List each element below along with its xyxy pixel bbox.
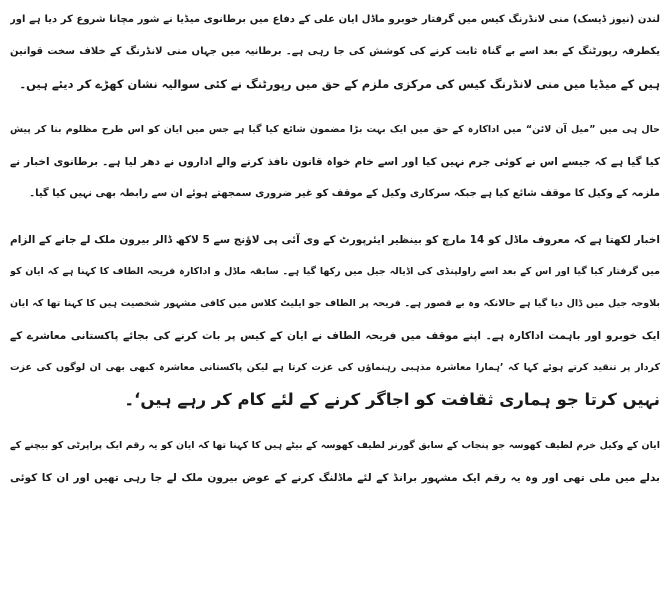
paragraph-line: کردار پر تنقید کرتے ہوئے کہا کہ ’ہمارا معاشرہ مذہبی رہنماؤں کی عزت کرتا ہے لیکن پاکستانی معاشرہ کبھی بھی ان لوگوں کی عزت — [10, 362, 660, 373]
paragraph-line: اخبار لکھتا ہے کہ معروف ماڈل کو 14 مارچ کو بینظیر ایئرپورٹ کے وی آئی پی لاؤنج سے 5 لاکھ ڈالر بیرون ملک لے جانے کے الزام — [10, 234, 660, 246]
paragraph-2 — [10, 114, 660, 210]
paragraph-line: یکطرفہ رپورٹنگ کے بعد اسے بے گناہ ثابت کرنے کی کوشش کی جا رہی ہے۔ برطانیہ میں جہاں منی لانڈرنگ کے خلاف سخت قوانین — [10, 46, 660, 57]
paragraph-1 — [10, 4, 660, 100]
paragraph-line: ایان کے وکیل خرم لطیف کھوسہ جو پنجاب کے سابق گورنر لطیف کھوسہ کے بیٹے ہیں کا کہنا تھا کہ ایان کو یہ رقم ایک پراپرٹی کو بیچنے کے — [10, 440, 660, 451]
paragraph-line: بدلے میں ملی تھی اور وہ یہ رقم ایک مشہور برانڈ کے لئے ماڈلنگ کرنے کے عوض بیرون ملک لے جا رہی تھیں اور ان کا کوئی — [10, 472, 660, 484]
paragraph-4 — [10, 430, 660, 494]
paragraph-line: ملزمہ کے وکیل کا موقف شائع کیا ہے جبکہ سرکاری وکیل کے موقف کو غیر ضروری سمجھتے ہوئے ان سے رابطہ بھی نہیں کیا گیا۔ — [29, 188, 660, 199]
paragraph-line: نہیں کرتا جو ہماری ثقافت کو اجاگر کرنے کے لئے کام کر رہے ہیں‘۔ — [124, 390, 660, 409]
paragraph-3 — [10, 224, 660, 416]
paragraph-line: کیا گیا ہے کہ جیسے اس نے کوئی جرم نہیں کیا اور اسے خام خواہ قانون نافذ کرنے والے اداروں نے دھر لیا ہے۔ برطانوی اخبار نے — [10, 156, 660, 168]
paragraph-line: حال ہی میں ”میل آن لائن“ میں اداکارہ کے حق میں ایک بہت بڑا مضمون شائع کیا گیا ہے جس میں ایان کو اس طرح مظلوم بنا کر پیش — [10, 124, 660, 135]
paragraph-line: میں گرفتار کیا گیا اور اس کے بعد اسے راولپنڈی کی اڈیالہ جیل میں رکھا گیا ہے۔ سابقہ ماڈل و اداکارہ فریحہ الطاف کا کہنا ہے کہ ایان کو — [10, 266, 660, 277]
paragraph-line: ہیں کے میڈیا میں منی لانڈرنگ کیس کی مرکزی ملزم کے حق میں رپورٹنگ نے کئی سوالیہ نشان کھڑے کر دیئے ہیں۔ — [19, 77, 660, 91]
paragraph-line: لندن (نیوز ڈیسک) منی لانڈرنگ کیس میں گرفتار خوبرو ماڈل ایان علی کے دفاع میں برطانوی میڈیا نے شور مچانا شروع کر دیا ہے اور — [10, 14, 660, 25]
paragraph-line: ایک خوبرو اور باہمت اداکارہ ہے۔ اپنے موقف میں فریحہ الطاف نے ایان کے کیس پر بات کرنے کی بجائے پاکستانی معاشرے کے — [10, 330, 660, 342]
paragraph-line: بلاوجہ جیل میں ڈال دیا گیا ہے حالانکہ وہ بے قصور ہے۔ فریحہ پر الطاف جو ایلیٹ کلاس میں کافی مشہور شخصیت ہیں کا کہنا تھا کہ ایان — [10, 298, 660, 309]
